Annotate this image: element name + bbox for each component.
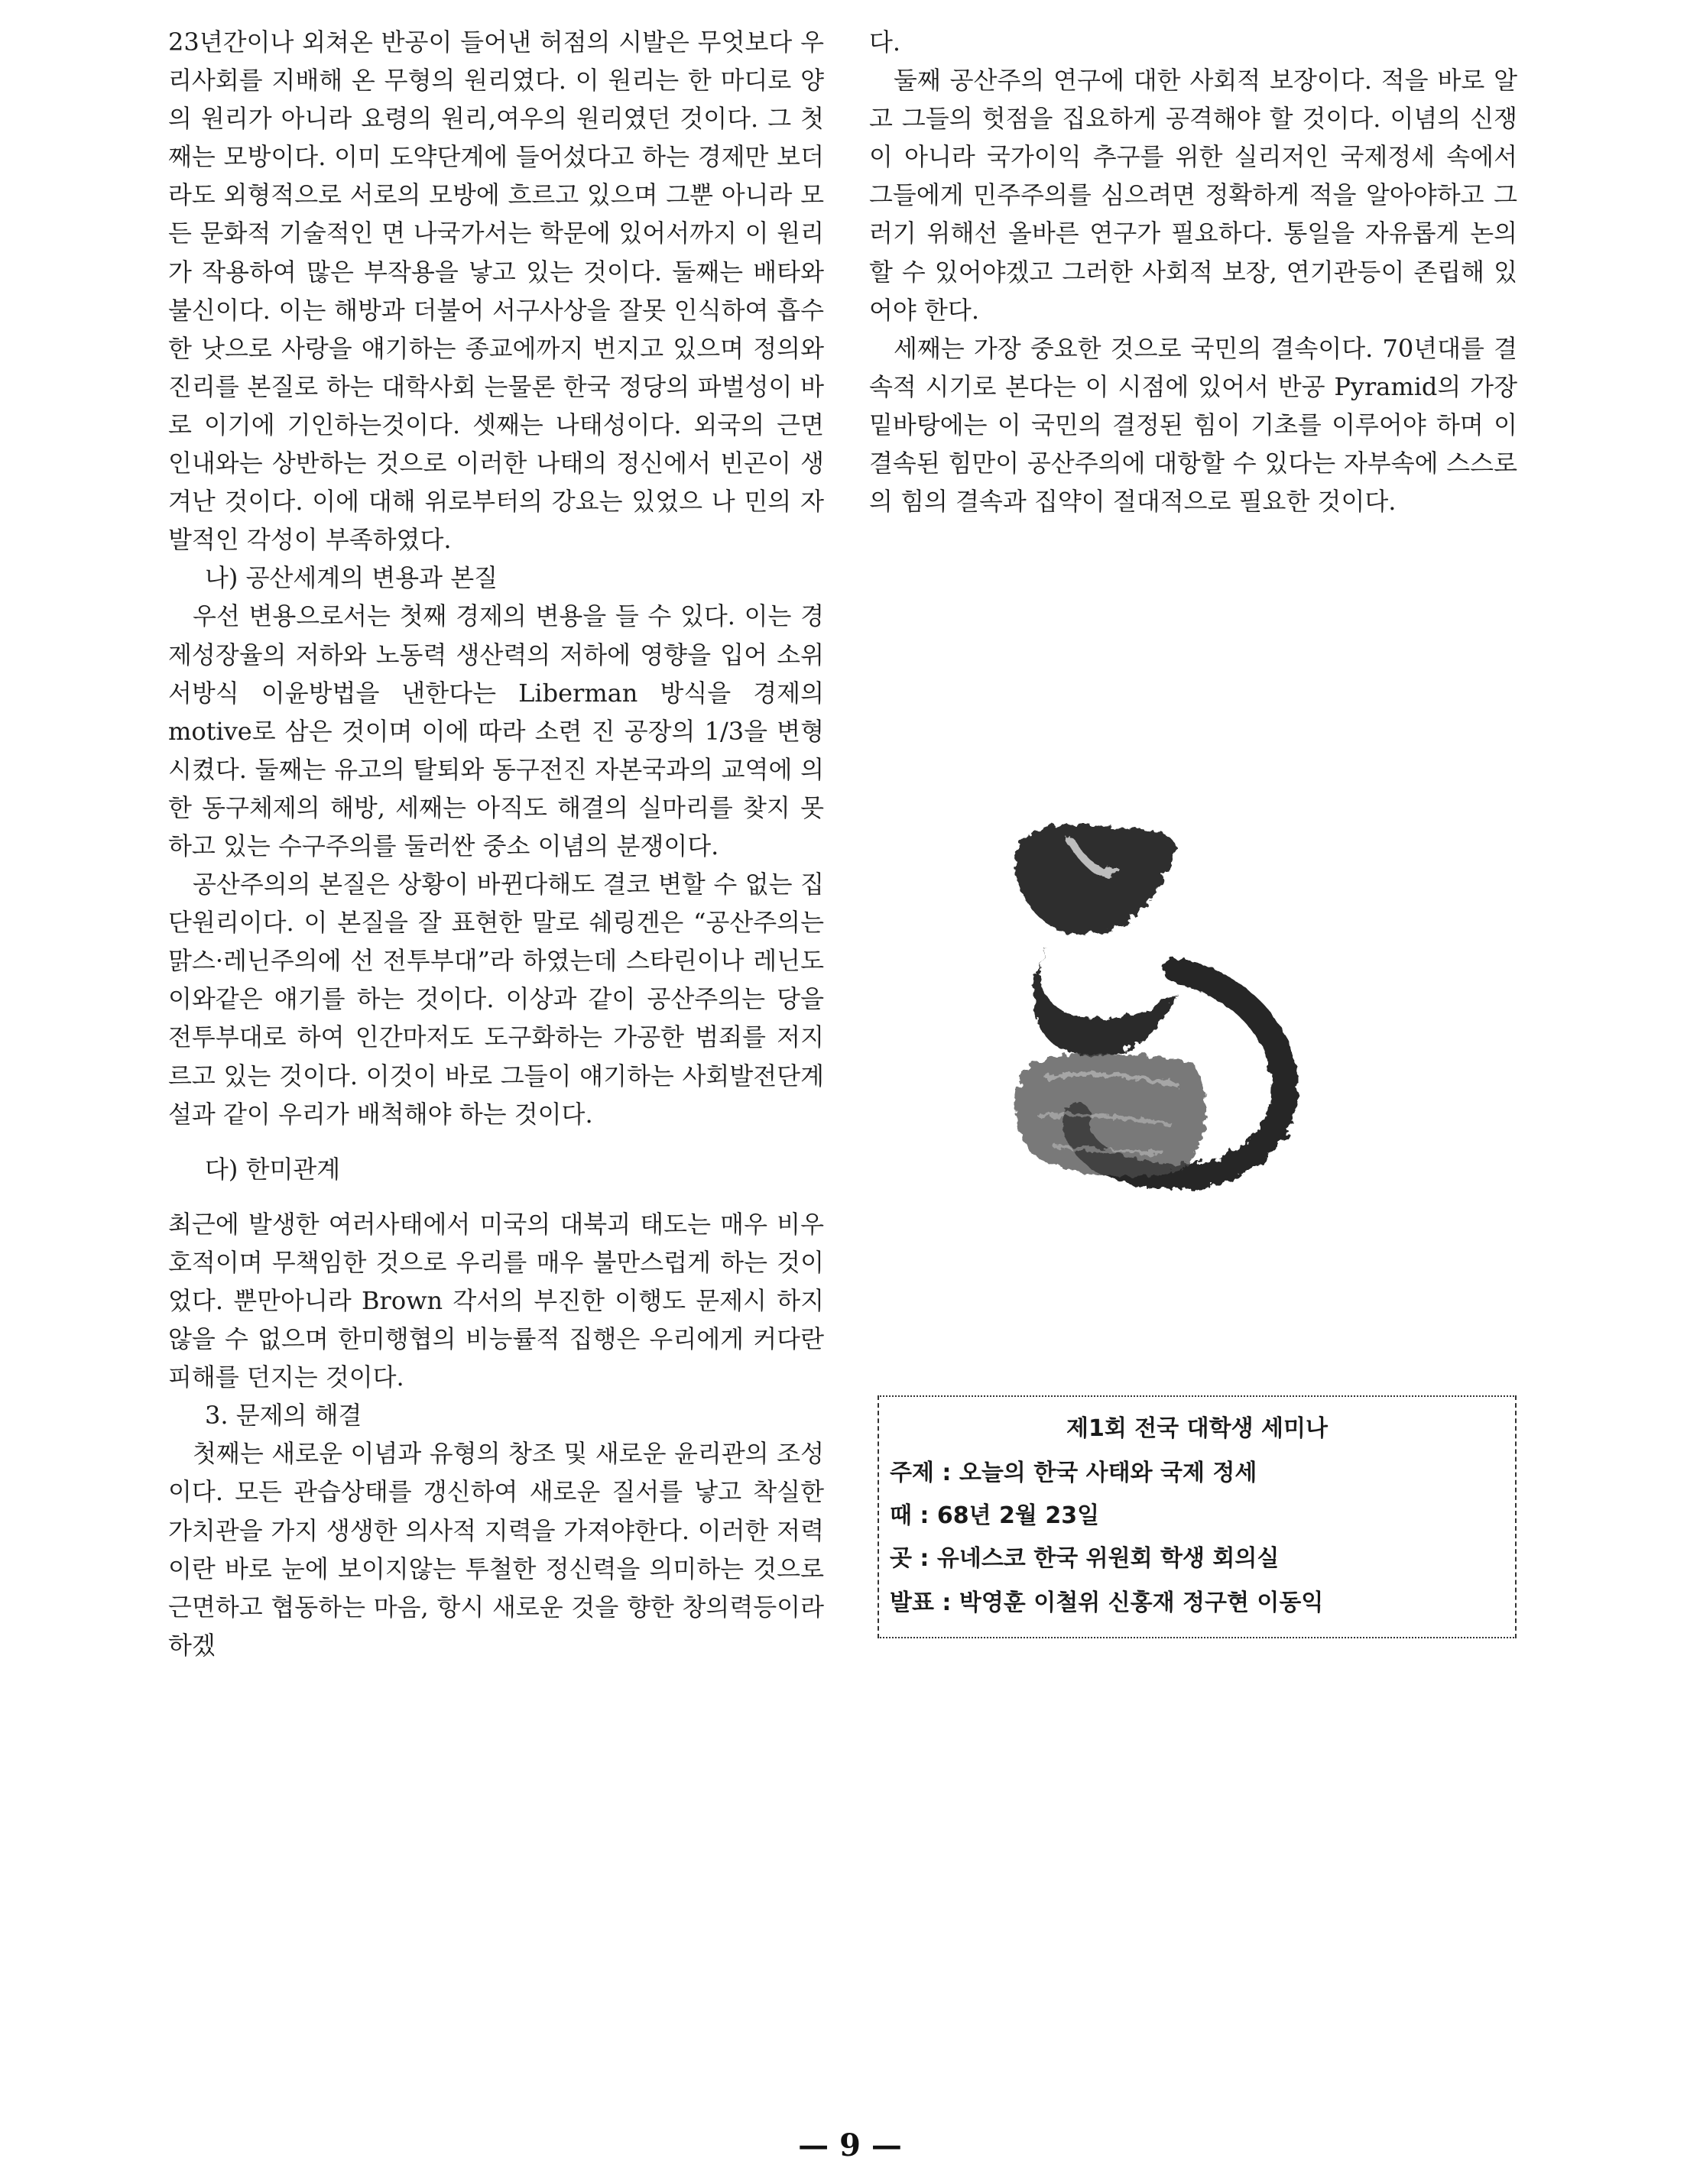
seminar-notice-box [878,1395,1517,1638]
body-paragraph: 첫째는 새로운 이념과 유형의 창조 및 새로운 윤리관의 조성이다. 모든 관습상태를 갱신하여 새로운 질서를 낳고 착실한 가치관을 가지 생생한 의사적 지력을 가져야한다. 이러한 저력이란 바로 눈에 보이지않는 투철한 정신력을 의미하는 것으로 근면하고 협동하는 마음, 항시 새로운 것을 향한 창의력등이라 하겠 [168,1439,824,1660]
body-paragraph: 다. [869,28,901,57]
page-number: — 9 — [798,2127,902,2163]
right-column [869,23,1517,520]
body-paragraph: 최근에 발생한 여러사태에서 미국의 대북괴 태도는 매우 비우호적이며 무책임한 것으로 우리를 매우 불만스럽게 하는 것이었다. 뿐만아니라 Brown 각서의 부진한 이행도 문제시 하지 않을 수 없으며 한미행협의 비능률적 집행은 우리에게 커다란 피해를 던지는 것이다. [168,1209,824,1392]
section-heading: 3. 문제의 해결 [205,1401,362,1431]
left-column [168,23,824,1664]
section-heading: 나) 공산세계의 변용과 본질 [205,563,498,593]
body-paragraph: 세째는 가장 중요한 것으로 국민의 결속이다. 70년대를 결속적 시기로 본다는 이 시점에 있어서 반공 Pyramid의 가장 밑바탕에는 이 국민의 결정된 힘이 기초를 이루어야 하며 이 결속된 힘만이 공산주의에 대항할 수 있다는 자부속에 스스로의 힘의 결속과 집약이 절대적으로 필요한 것이다. [869,333,1517,517]
body-paragraph: 우선 변용으로서는 첫째 경제의 변용을 들 수 있다. 이는 경제성장율의 저하와 노동력 생산력의 저하에 영향을 입어 소위 서방식 이윤방법을 낸한다는 Liberman 방식을 경제의 motive로 삼은 것이며 이에 따라 소련 진 공장의 1/3을 변형시켰다. 둘째는 유고의 탈퇴와 동구전진 자본국과의 교역에 의한 동구체제의 해방, 세째는 아직도 해결의 실마리를 찾지 못하고 있는 수구주의를 둘러싼 중소 이념의 분쟁이다. [168,601,824,860]
notice-title: 제1회 전국 대학생 세미나 [1066,1415,1328,1442]
section-heading: 다) 한미관계 [205,1154,341,1184]
notice-presenters: 발표 : 박영훈 이철위 신홍재 정구현 이동익 [890,1589,1324,1616]
notice-topic: 주제 : 오늘의 한국 사태와 국제 정세 [890,1460,1257,1486]
body-paragraph: 23년간이나 외쳐온 반공이 들어낸 허점의 시발은 무엇보다 우리사회를 지배해 온 무형의 원리였다. 이 원리는 한 마디로 양의 원리가 아니라 요령의 원리,여우의 원리였던 것이다. 그 첫째는 모방이다. 이미 도약단계에 들어섰다고 하는 경제만 보더라도 외형적으로 서로의 모방에 흐르고 있으며 그뿐 아니라 모든 문화적 기술적인 면 나국가서는 학문에 있어서까지 이 원리가 작용하여 많은 부작용을 낳고 있는 것이다. 둘째는 배타와 불신이다. 이는 해방과 더불어 서구사상을 잘못 인식하여 흡수한 낫으로 사랑을 얘기하는 종교에까지 번지고 있으며 정의와 진리를 본질로 하는 대학사회 는물론 한국 정당의 파벌성이 바로 이기에 기인하는것이다. 셋째는 나태성이다. 외국의 근면 인내와는 상반하는 것으로 이러한 나태의 정신에서 빈곤이 생겨난 것이다. 이에 대해 위로부터의 강요는 있었으 나 민의 자발적인 각성이 부족하였다. [168,28,824,555]
body-paragraph: 둘째 공산주의 연구에 대한 사회적 보장이다. 적을 바로 알고 그들의 헛점을 집요하게 공격해야 할 것이다. 이념의 신쟁이 아니라 국가이익 추구를 위한 실리저인 국제정세 속에서 그들에게 민주주의를 심으려면 정확하게 적을 알아야하고 그러기 위해선 올바른 연구가 필요하다. 통일을 자유롭게 논의할 수 있어야겠고 그러한 사회적 보장, 연기관등이 존립해 있어야 한다. [869,66,1517,325]
notice-date: 때 : 68년 2월 23일 [890,1502,1100,1529]
body-paragraph: 공산주의의 본질은 상황이 바뀐다해도 결코 변할 수 없는 집단원리이다. 이 본질을 잘 표현한 말로 쉐링겐은 “공산주의는 맑스·레닌주의에 선 전투부대”라 하였는데 스타린이나 레닌도 이와같은 얘기를 하는 것이다. 이상과 같이 공산주의는 당을 전투부대로 하여 인간마저도 도구화하는 가공한 범죄를 저지르고 있는 것이다. 이것이 바로 그들이 얘기하는 사회발전단계설과 같이 우리가 배척해야 하는 것이다. [168,870,824,1129]
calligraphy-illustration [986,810,1338,1200]
notice-place: 곳 : 유네스코 한국 위원회 학생 회의실 [890,1545,1280,1572]
